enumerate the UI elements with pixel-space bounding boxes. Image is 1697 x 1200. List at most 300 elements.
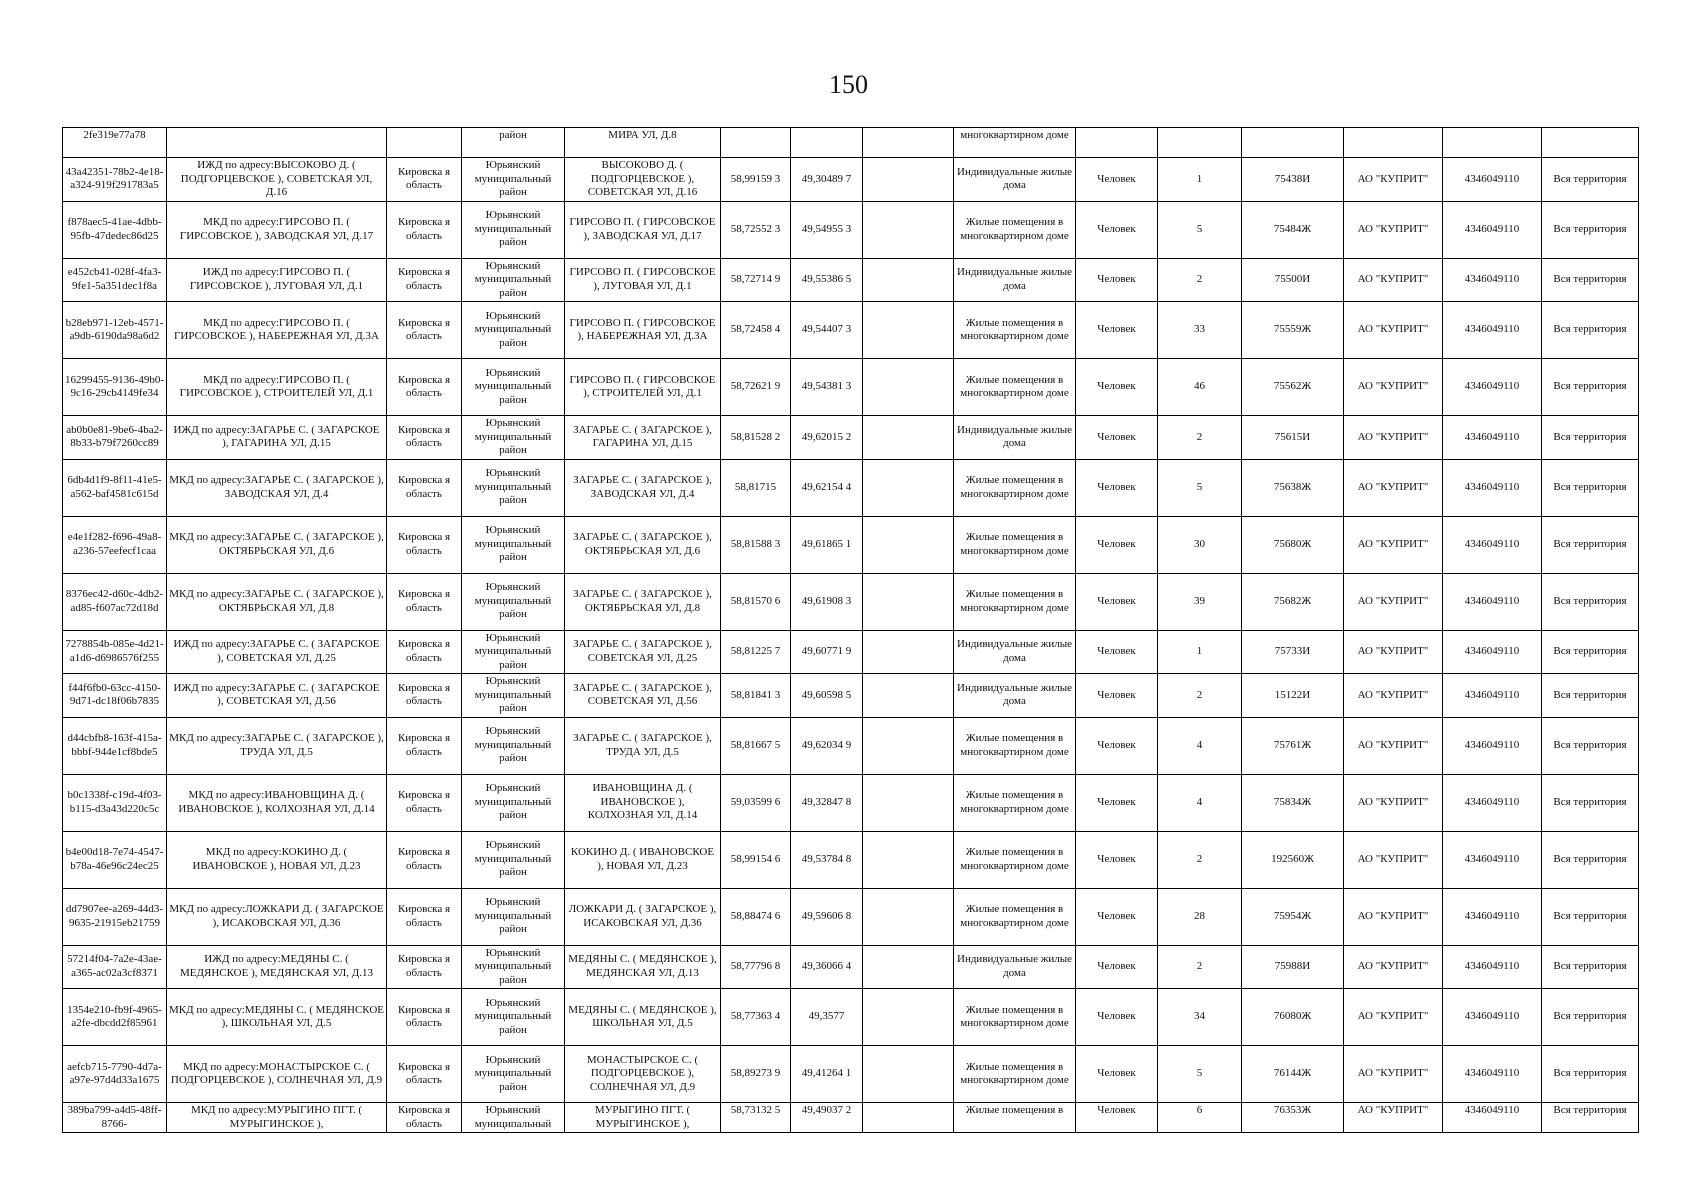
cell-address: ГИРСОВО П. ( ГИРСОВСКОЕ ), НАБЕРЕЖНАЯ УЛ, Д.3А xyxy=(565,302,721,359)
cell-account: 192560Ж xyxy=(1242,831,1344,888)
table-row xyxy=(63,674,1639,718)
cell-description: ИЖД по адресу:ЗАГАРЬЕ С. ( ЗАГАРСКОЕ ), СОВЕТСКАЯ УЛ, Д.56 xyxy=(167,674,387,718)
cell-object-type: Жилые помещения в многоквартирном доме xyxy=(954,1046,1076,1103)
cell-object-type: Жилые помещения в многоквартирном доме xyxy=(954,717,1076,774)
cell-category: Человек xyxy=(1076,201,1158,258)
cell-inn: 4346049110 xyxy=(1443,774,1542,831)
cell-blank xyxy=(863,717,954,774)
cell-blank xyxy=(863,158,954,202)
table-row xyxy=(63,459,1639,516)
cell-account: 75761Ж xyxy=(1242,717,1344,774)
cell-object-type: Индивидуальные жилые дома xyxy=(954,158,1076,202)
cell-district: Юрьянский муниципальный район xyxy=(462,945,565,989)
cell-uid: 16299455-9136-49b0-9c16-29cb4149fe34 xyxy=(63,359,167,416)
cell-account: 76144Ж xyxy=(1242,1046,1344,1103)
cell-region: Кировска я область xyxy=(387,989,462,1046)
table-row xyxy=(63,717,1639,774)
cell-account: 75954Ж xyxy=(1242,888,1344,945)
cell-description xyxy=(167,128,387,158)
cell-blank xyxy=(863,774,954,831)
cell-region: Кировска я область xyxy=(387,1046,462,1103)
cell-org: АО "КУПРИТ" xyxy=(1344,831,1443,888)
cell-category: Человек xyxy=(1076,516,1158,573)
cell-count: 34 xyxy=(1158,989,1242,1046)
cell-territory: Вся территория xyxy=(1542,302,1639,359)
cell-territory: Вся территория xyxy=(1542,945,1639,989)
cell-blank xyxy=(863,573,954,630)
cell-uid: b4e00d18-7e74-4547-b78a-46e96c24ec25 xyxy=(63,831,167,888)
cell-district: Юрьянский муниципальный район xyxy=(462,774,565,831)
cell-object-type: Жилые помещения в многоквартирном доме xyxy=(954,888,1076,945)
cell-lat: 58,99159 3 xyxy=(721,158,791,202)
cell-district: Юрьянский муниципальный район xyxy=(462,573,565,630)
cell-category: Человек xyxy=(1076,1103,1158,1133)
cell-district: Юрьянский муниципальный район xyxy=(462,831,565,888)
table-row xyxy=(63,516,1639,573)
cell-org: АО "КУПРИТ" xyxy=(1344,630,1443,674)
cell-lat: 58,81588 3 xyxy=(721,516,791,573)
cell-count: 46 xyxy=(1158,359,1242,416)
cell-object-type: многоквартирном доме xyxy=(954,128,1076,158)
cell-count: 5 xyxy=(1158,1046,1242,1103)
cell-description: МКД по адресу:ЗАГАРЬЕ С. ( ЗАГАРСКОЕ ), ЗАВОДСКАЯ УЛ, Д.4 xyxy=(167,459,387,516)
cell-uid: e4e1f282-f696-49a8-a236-57eefecf1caa xyxy=(63,516,167,573)
cell-description: ИЖД по адресу:ВЫСОКОВО Д. ( ПОДГОРЦЕВСКОЕ ), СОВЕТСКАЯ УЛ, Д.16 xyxy=(167,158,387,202)
cell-blank xyxy=(863,359,954,416)
cell-territory: Вся территория xyxy=(1542,258,1639,302)
cell-blank xyxy=(863,888,954,945)
cell-region: Кировска я область xyxy=(387,888,462,945)
cell-address: ГИРСОВО П. ( ГИРСОВСКОЕ ), СТРОИТЕЛЕЙ УЛ, Д.1 xyxy=(565,359,721,416)
cell-address: КОКИНО Д. ( ИВАНОВСКОЕ ), НОВАЯ УЛ, Д.23 xyxy=(565,831,721,888)
cell-uid: 6db4d1f9-8f11-41e5-a562-baf4581c615d xyxy=(63,459,167,516)
cell-description: МКД по адресу:ГИРСОВО П. ( ГИРСОВСКОЕ ), СТРОИТЕЛЕЙ УЛ, Д.1 xyxy=(167,359,387,416)
cell-object-type: Индивидуальные жилые дома xyxy=(954,416,1076,460)
cell-territory: Вся территория xyxy=(1542,674,1639,718)
cell-org: АО "КУПРИТ" xyxy=(1344,989,1443,1046)
cell-category: Человек xyxy=(1076,888,1158,945)
cell-org: АО "КУПРИТ" xyxy=(1344,201,1443,258)
cell-region: Кировска я область xyxy=(387,674,462,718)
cell-district: Юрьянский муниципальный район xyxy=(462,1046,565,1103)
cell-blank xyxy=(863,201,954,258)
table-row xyxy=(63,201,1639,258)
cell-category: Человек xyxy=(1076,416,1158,460)
cell-blank xyxy=(863,302,954,359)
cell-account: 15122И xyxy=(1242,674,1344,718)
cell-lon: 49,61865 1 xyxy=(791,516,863,573)
cell-territory: Вся территория xyxy=(1542,201,1639,258)
cell-region: Кировска я область xyxy=(387,945,462,989)
cell-inn: 4346049110 xyxy=(1443,989,1542,1046)
cell-territory: Вся территория xyxy=(1542,989,1639,1046)
cell-lat: 58,81528 2 xyxy=(721,416,791,460)
cell-account: 76353Ж xyxy=(1242,1103,1344,1133)
cell-district: район xyxy=(462,128,565,158)
cell-count: 2 xyxy=(1158,945,1242,989)
cell-account: 75682Ж xyxy=(1242,573,1344,630)
cell-territory: Вся территория xyxy=(1542,831,1639,888)
cell-district: Юрьянский муниципальный район xyxy=(462,989,565,1046)
cell-territory: Вся территория xyxy=(1542,459,1639,516)
cell-lat xyxy=(721,128,791,158)
table-row xyxy=(63,158,1639,202)
cell-category: Человек xyxy=(1076,989,1158,1046)
cell-object-type: Индивидуальные жилые дома xyxy=(954,258,1076,302)
cell-org: АО "КУПРИТ" xyxy=(1344,516,1443,573)
table-row xyxy=(63,302,1639,359)
cell-address: ЗАГАРЬЕ С. ( ЗАГАРСКОЕ ), ЗАВОДСКАЯ УЛ, Д.4 xyxy=(565,459,721,516)
cell-lon: 49,62015 2 xyxy=(791,416,863,460)
cell-lon: 49,60598 5 xyxy=(791,674,863,718)
cell-lat: 58,77796 8 xyxy=(721,945,791,989)
cell-description: МКД по адресу:ГИРСОВО П. ( ГИРСОВСКОЕ ), НАБЕРЕЖНАЯ УЛ, Д.3А xyxy=(167,302,387,359)
cell-lat: 58,73132 5 xyxy=(721,1103,791,1133)
cell-uid: 8376ec42-d60c-4db2-ad85-f607ac72d18d xyxy=(63,573,167,630)
cell-blank xyxy=(863,630,954,674)
cell-district: Юрьянский муниципальный район xyxy=(462,630,565,674)
cell-uid: e452cb41-028f-4fa3-9fe1-5a351dec1f8a xyxy=(63,258,167,302)
cell-blank xyxy=(863,459,954,516)
cell-account: 75834Ж xyxy=(1242,774,1344,831)
cell-lon: 49,49037 2 xyxy=(791,1103,863,1133)
cell-lat: 58,99154 6 xyxy=(721,831,791,888)
cell-count: 2 xyxy=(1158,258,1242,302)
cell-inn: 4346049110 xyxy=(1443,831,1542,888)
cell-region: Кировска я область xyxy=(387,416,462,460)
cell-category: Человек xyxy=(1076,831,1158,888)
table-row xyxy=(63,774,1639,831)
cell-inn: 4346049110 xyxy=(1443,258,1542,302)
cell-description: МКД по адресу:МОНАСТЫРСКОЕ С. ( ПОДГОРЦЕВСКОЕ ), СОЛНЕЧНАЯ УЛ, Д.9 xyxy=(167,1046,387,1103)
cell-description: МКД по адресу:ГИРСОВО П. ( ГИРСОВСКОЕ ), ЗАВОДСКАЯ УЛ, Д.17 xyxy=(167,201,387,258)
cell-inn xyxy=(1443,128,1542,158)
cell-address: МЕДЯНЫ С. ( МЕДЯНСКОЕ ), МЕДЯНСКАЯ УЛ, Д.13 xyxy=(565,945,721,989)
cell-inn: 4346049110 xyxy=(1443,674,1542,718)
cell-address: ЗАГАРЬЕ С. ( ЗАГАРСКОЕ ), ОКТЯБРЬСКАЯ УЛ, Д.6 xyxy=(565,516,721,573)
cell-address: ЗАГАРЬЕ С. ( ЗАГАРСКОЕ ), СОВЕТСКАЯ УЛ, Д.56 xyxy=(565,674,721,718)
cell-category: Человек xyxy=(1076,774,1158,831)
cell-description: МКД по адресу:ИВАНОВЩИНА Д. ( ИВАНОВСКОЕ ), КОЛХОЗНАЯ УЛ, Д.14 xyxy=(167,774,387,831)
cell-object-type: Индивидуальные жилые дома xyxy=(954,630,1076,674)
cell-uid: 389ba799-a4d5-48ff-8766- xyxy=(63,1103,167,1133)
table-row xyxy=(63,945,1639,989)
cell-org: АО "КУПРИТ" xyxy=(1344,1103,1443,1133)
table-row-partial xyxy=(63,1103,1639,1133)
cell-lat: 58,81841 3 xyxy=(721,674,791,718)
cell-account: 75500И xyxy=(1242,258,1344,302)
cell-blank xyxy=(863,258,954,302)
table-row xyxy=(63,831,1639,888)
cell-territory: Вся территория xyxy=(1542,573,1639,630)
cell-inn: 4346049110 xyxy=(1443,888,1542,945)
cell-account: 75559Ж xyxy=(1242,302,1344,359)
cell-blank xyxy=(863,516,954,573)
cell-description: МКД по адресу:ЗАГАРЬЕ С. ( ЗАГАРСКОЕ ), ОКТЯБРЬСКАЯ УЛ, Д.8 xyxy=(167,573,387,630)
cell-object-type: Жилые помещения в многоквартирном доме xyxy=(954,516,1076,573)
cell-territory: Вся территория xyxy=(1542,1046,1639,1103)
cell-count: 39 xyxy=(1158,573,1242,630)
cell-territory: Вся территория xyxy=(1542,717,1639,774)
cell-count: 6 xyxy=(1158,1103,1242,1133)
cell-org: АО "КУПРИТ" xyxy=(1344,717,1443,774)
cell-lon: 49,53784 8 xyxy=(791,831,863,888)
cell-org: АО "КУПРИТ" xyxy=(1344,258,1443,302)
cell-lat: 58,81225 7 xyxy=(721,630,791,674)
cell-lat: 58,77363 4 xyxy=(721,989,791,1046)
cell-count xyxy=(1158,128,1242,158)
cell-uid: d44cbfb8-163f-415a-bbbf-944e1cf8bde5 xyxy=(63,717,167,774)
cell-territory: Вся территория xyxy=(1542,1103,1639,1133)
cell-uid: aefcb715-7790-4d7a-a97e-97d4d33a1675 xyxy=(63,1046,167,1103)
cell-inn: 4346049110 xyxy=(1443,201,1542,258)
cell-inn: 4346049110 xyxy=(1443,630,1542,674)
cell-lon: 49,32847 8 xyxy=(791,774,863,831)
cell-region: Кировска я область xyxy=(387,516,462,573)
cell-org: АО "КУПРИТ" xyxy=(1344,302,1443,359)
cell-inn: 4346049110 xyxy=(1443,717,1542,774)
cell-description: ИЖД по адресу:ЗАГАРЬЕ С. ( ЗАГАРСКОЕ ), СОВЕТСКАЯ УЛ, Д.25 xyxy=(167,630,387,674)
cell-territory: Вся территория xyxy=(1542,888,1639,945)
cell-account: 75484Ж xyxy=(1242,201,1344,258)
cell-region: Кировска я область xyxy=(387,774,462,831)
cell-category: Человек xyxy=(1076,359,1158,416)
cell-region: Кировска я область xyxy=(387,573,462,630)
cell-object-type: Жилые помещения в многоквартирном доме xyxy=(954,302,1076,359)
cell-lon: 49,3577 xyxy=(791,989,863,1046)
cell-account: 76080Ж xyxy=(1242,989,1344,1046)
table-row-continued xyxy=(63,128,1639,158)
table-row xyxy=(63,989,1639,1046)
cell-org: АО "КУПРИТ" xyxy=(1344,359,1443,416)
cell-district: Юрьянский муниципальный район xyxy=(462,158,565,202)
cell-region: Кировска я область xyxy=(387,258,462,302)
cell-count: 2 xyxy=(1158,674,1242,718)
cell-count: 5 xyxy=(1158,459,1242,516)
cell-district: Юрьянский муниципальный район xyxy=(462,258,565,302)
register-table xyxy=(62,127,1639,1133)
cell-count: 1 xyxy=(1158,158,1242,202)
cell-uid: 2fe319e77a78 xyxy=(63,128,167,158)
cell-blank xyxy=(863,674,954,718)
cell-inn: 4346049110 xyxy=(1443,459,1542,516)
cell-uid: b28eb971-12eb-4571-a9db-6190da98a6d2 xyxy=(63,302,167,359)
cell-address: ИВАНОВЩИНА Д. ( ИВАНОВСКОЕ ), КОЛХОЗНАЯ УЛ, Д.14 xyxy=(565,774,721,831)
table-row xyxy=(63,1046,1639,1103)
cell-object-type: Жилые помещения в многоквартирном доме xyxy=(954,774,1076,831)
cell-lon: 49,41264 1 xyxy=(791,1046,863,1103)
cell-description: МКД по адресу:ЛОЖКАРИ Д. ( ЗАГАРСКОЕ ), ИСАКОВСКАЯ УЛ, Д.36 xyxy=(167,888,387,945)
cell-inn: 4346049110 xyxy=(1443,1046,1542,1103)
table-row xyxy=(63,359,1639,416)
cell-count: 28 xyxy=(1158,888,1242,945)
cell-object-type: Индивидуальные жилые дома xyxy=(954,945,1076,989)
cell-lat: 58,72714 9 xyxy=(721,258,791,302)
cell-inn: 4346049110 xyxy=(1443,158,1542,202)
cell-description: МКД по адресу:МУРЫГИНО ПГТ. ( МУРЫГИНСКОЕ ), xyxy=(167,1103,387,1133)
cell-org: АО "КУПРИТ" xyxy=(1344,158,1443,202)
cell-territory xyxy=(1542,128,1639,158)
cell-object-type: Жилые помещения в многоквартирном доме xyxy=(954,573,1076,630)
cell-lat: 58,72458 4 xyxy=(721,302,791,359)
cell-address: ГИРСОВО П. ( ГИРСОВСКОЕ ), ЗАВОДСКАЯ УЛ, Д.17 xyxy=(565,201,721,258)
cell-category: Человек xyxy=(1076,945,1158,989)
cell-inn: 4346049110 xyxy=(1443,945,1542,989)
cell-region: Кировска я область xyxy=(387,717,462,774)
cell-address: МУРЫГИНО ПГТ. ( МУРЫГИНСКОЕ ), xyxy=(565,1103,721,1133)
cell-inn: 4346049110 xyxy=(1443,416,1542,460)
cell-object-type: Жилые помещения в многоквартирном доме xyxy=(954,831,1076,888)
cell-territory: Вся территория xyxy=(1542,359,1639,416)
cell-blank xyxy=(863,128,954,158)
cell-district: Юрьянский муниципальный район xyxy=(462,416,565,460)
cell-account: 75733И xyxy=(1242,630,1344,674)
cell-blank xyxy=(863,831,954,888)
cell-description: МКД по адресу:ЗАГАРЬЕ С. ( ЗАГАРСКОЕ ), ОКТЯБРЬСКАЯ УЛ, Д.6 xyxy=(167,516,387,573)
cell-region: Кировска я область xyxy=(387,1103,462,1133)
cell-category: Человек xyxy=(1076,459,1158,516)
cell-lat: 58,88474 6 xyxy=(721,888,791,945)
cell-address: ЗАГАРЬЕ С. ( ЗАГАРСКОЕ ), СОВЕТСКАЯ УЛ, Д.25 xyxy=(565,630,721,674)
cell-category: Человек xyxy=(1076,302,1158,359)
cell-district: Юрьянский муниципальный район xyxy=(462,888,565,945)
cell-org: АО "КУПРИТ" xyxy=(1344,774,1443,831)
cell-lon: 49,54955 3 xyxy=(791,201,863,258)
table-row xyxy=(63,888,1639,945)
cell-blank xyxy=(863,1103,954,1133)
cell-count: 30 xyxy=(1158,516,1242,573)
cell-district: Юрьянский муниципальный район xyxy=(462,302,565,359)
cell-object-type: Жилые помещения в многоквартирном доме xyxy=(954,989,1076,1046)
cell-lat: 58,81715 xyxy=(721,459,791,516)
cell-district: Юрьянский муниципальный район xyxy=(462,516,565,573)
cell-district: Юрьянский муниципальный район xyxy=(462,201,565,258)
cell-category xyxy=(1076,128,1158,158)
cell-blank xyxy=(863,989,954,1046)
cell-org: АО "КУПРИТ" xyxy=(1344,888,1443,945)
cell-lat: 59,03599 6 xyxy=(721,774,791,831)
cell-territory: Вся территория xyxy=(1542,774,1639,831)
cell-account: 75988И xyxy=(1242,945,1344,989)
cell-account: 75638Ж xyxy=(1242,459,1344,516)
cell-lon: 49,30489 7 xyxy=(791,158,863,202)
cell-lat: 58,81570 6 xyxy=(721,573,791,630)
cell-uid: 57214f04-7a2e-43ae-a365-ac02a3cf8371 xyxy=(63,945,167,989)
cell-category: Человек xyxy=(1076,674,1158,718)
cell-count: 4 xyxy=(1158,717,1242,774)
cell-address: ВЫСОКОВО Д. ( ПОДГОРЦЕВСКОЕ ), СОВЕТСКАЯ УЛ, Д.16 xyxy=(565,158,721,202)
cell-description: МКД по адресу:ЗАГАРЬЕ С. ( ЗАГАРСКОЕ ), ТРУДА УЛ, Д.5 xyxy=(167,717,387,774)
cell-district: Юрьянский муниципальный район xyxy=(462,717,565,774)
cell-inn: 4346049110 xyxy=(1443,1103,1542,1133)
cell-region: Кировска я область xyxy=(387,158,462,202)
page-number: 150 xyxy=(829,70,868,99)
cell-lat: 58,89273 9 xyxy=(721,1046,791,1103)
cell-account: 75615И xyxy=(1242,416,1344,460)
table-row xyxy=(63,630,1639,674)
cell-address: ГИРСОВО П. ( ГИРСОВСКОЕ ), ЛУГОВАЯ УЛ, Д.1 xyxy=(565,258,721,302)
cell-description: МКД по адресу:МЕДЯНЫ С. ( МЕДЯНСКОЕ ), ШКОЛЬНАЯ УЛ, Д.5 xyxy=(167,989,387,1046)
table-body xyxy=(63,128,1639,1133)
cell-org xyxy=(1344,128,1443,158)
cell-org: АО "КУПРИТ" xyxy=(1344,459,1443,516)
cell-territory: Вся территория xyxy=(1542,630,1639,674)
cell-category: Человек xyxy=(1076,158,1158,202)
table-row xyxy=(63,573,1639,630)
cell-address: ЗАГАРЬЕ С. ( ЗАГАРСКОЕ ), ГАГАРИНА УЛ, Д.15 xyxy=(565,416,721,460)
cell-territory: Вся территория xyxy=(1542,516,1639,573)
cell-district: Юрьянский муниципальный район xyxy=(462,674,565,718)
cell-lon: 49,54381 3 xyxy=(791,359,863,416)
cell-region: Кировска я область xyxy=(387,459,462,516)
cell-count: 5 xyxy=(1158,201,1242,258)
cell-inn: 4346049110 xyxy=(1443,573,1542,630)
cell-org: АО "КУПРИТ" xyxy=(1344,674,1443,718)
cell-count: 2 xyxy=(1158,416,1242,460)
cell-uid: f878aec5-41ae-4dbb-95fb-47dedec86d25 xyxy=(63,201,167,258)
cell-district: Юрьянский муниципальный xyxy=(462,1103,565,1133)
cell-description: МКД по адресу:КОКИНО Д. ( ИВАНОВСКОЕ ), НОВАЯ УЛ, Д.23 xyxy=(167,831,387,888)
cell-uid: 43a42351-78b2-4e18-a324-919f291783a5 xyxy=(63,158,167,202)
cell-inn: 4346049110 xyxy=(1443,302,1542,359)
table-row xyxy=(63,258,1639,302)
cell-uid: dd7907ee-a269-44d3-9635-21915eb21759 xyxy=(63,888,167,945)
cell-lon xyxy=(791,128,863,158)
cell-category: Человек xyxy=(1076,258,1158,302)
cell-account xyxy=(1242,128,1344,158)
cell-org: АО "КУПРИТ" xyxy=(1344,416,1443,460)
cell-region: Кировска я область xyxy=(387,302,462,359)
cell-region: Кировска я область xyxy=(387,359,462,416)
cell-object-type: Индивидуальные жилые дома xyxy=(954,674,1076,718)
cell-address: ЛОЖКАРИ Д. ( ЗАГАРСКОЕ ), ИСАКОВСКАЯ УЛ, Д.36 xyxy=(565,888,721,945)
cell-address: МИРА УЛ, Д.8 xyxy=(565,128,721,158)
cell-territory: Вся территория xyxy=(1542,158,1639,202)
cell-region xyxy=(387,128,462,158)
cell-count: 33 xyxy=(1158,302,1242,359)
cell-lon: 49,60771 9 xyxy=(791,630,863,674)
table-row xyxy=(63,416,1639,460)
cell-count: 2 xyxy=(1158,831,1242,888)
cell-account: 75680Ж xyxy=(1242,516,1344,573)
cell-count: 1 xyxy=(1158,630,1242,674)
cell-address: МЕДЯНЫ С. ( МЕДЯНСКОЕ ), ШКОЛЬНАЯ УЛ, Д.5 xyxy=(565,989,721,1046)
cell-org: АО "КУПРИТ" xyxy=(1344,945,1443,989)
cell-account: 75562Ж xyxy=(1242,359,1344,416)
cell-district: Юрьянский муниципальный район xyxy=(462,459,565,516)
cell-uid: b0c1338f-c19d-4f03-b115-d3a43d220c5c xyxy=(63,774,167,831)
cell-district: Юрьянский муниципальный район xyxy=(462,359,565,416)
cell-blank xyxy=(863,1046,954,1103)
cell-lon: 49,36066 4 xyxy=(791,945,863,989)
cell-region: Кировска я область xyxy=(387,630,462,674)
cell-uid: 1354e210-fb9f-4965-a2fe-dbcdd2f85961 xyxy=(63,989,167,1046)
cell-org: АО "КУПРИТ" xyxy=(1344,1046,1443,1103)
cell-address: МОНАСТЫРСКОЕ С. ( ПОДГОРЦЕВСКОЕ ), СОЛНЕЧНАЯ УЛ, Д.9 xyxy=(565,1046,721,1103)
cell-lon: 49,55386 5 xyxy=(791,258,863,302)
cell-inn: 4346049110 xyxy=(1443,359,1542,416)
cell-lon: 49,62154 4 xyxy=(791,459,863,516)
cell-uid: 7278854b-085e-4d21-a1d6-d6986576f255 xyxy=(63,630,167,674)
cell-category: Человек xyxy=(1076,1046,1158,1103)
cell-description: ИЖД по адресу:ЗАГАРЬЕ С. ( ЗАГАРСКОЕ ), ГАГАРИНА УЛ, Д.15 xyxy=(167,416,387,460)
cell-address: ЗАГАРЬЕ С. ( ЗАГАРСКОЕ ), ОКТЯБРЬСКАЯ УЛ, Д.8 xyxy=(565,573,721,630)
cell-blank xyxy=(863,416,954,460)
cell-object-type: Жилые помещения в многоквартирном доме xyxy=(954,359,1076,416)
cell-lon: 49,54407 3 xyxy=(791,302,863,359)
cell-territory: Вся территория xyxy=(1542,416,1639,460)
cell-object-type: Жилые помещения в многоквартирном доме xyxy=(954,201,1076,258)
